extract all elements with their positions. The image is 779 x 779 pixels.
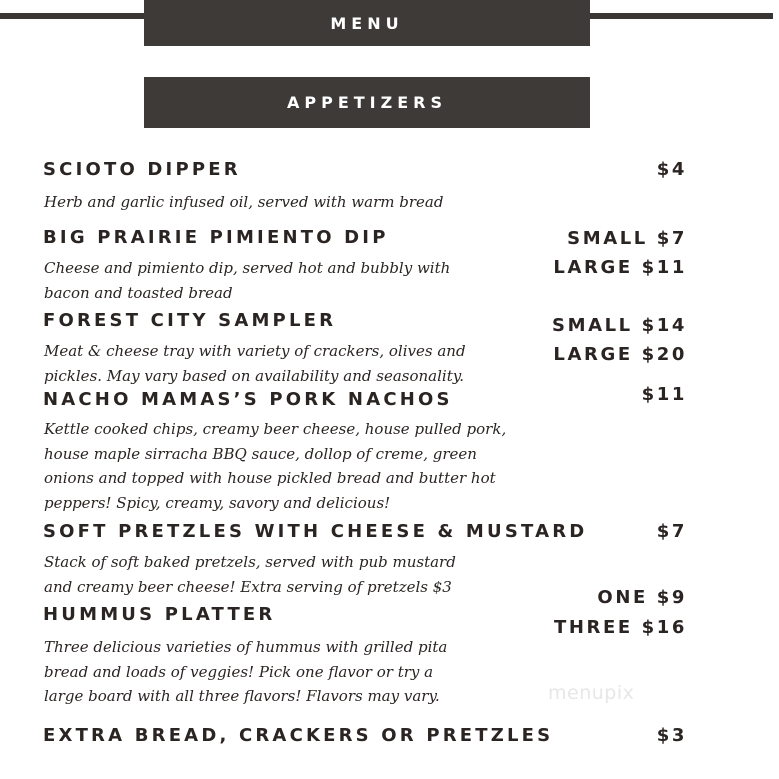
menu-item-price: $3: [656, 725, 687, 746]
menu-item-price: $4: [656, 159, 687, 180]
menu-item-name: NACHO MAMAS’S PORK NACHOS: [43, 389, 453, 410]
menu-item-description: Meat & cheese tray with variety of crackers, olives and pickles. May vary based on availability and seasonality.: [44, 342, 466, 385]
menu-item-description: Herb and garlic infused oil, served with warm bread: [44, 193, 444, 211]
watermark: menupix: [548, 682, 635, 704]
menu-item-name: BIG PRAIRIE PIMIENTO DIP: [43, 227, 389, 248]
header-rule-left: [0, 13, 144, 19]
menu-title-banner: [144, 0, 590, 46]
menu-item-description: Three delicious varieties of hummus with grilled pita bread and loads of veggies! Pick one flavor or try a large board with all three flavors! Flavors may vary.: [44, 638, 448, 705]
header-rule-right: [590, 13, 773, 19]
menu-item-price: ONE $9: [597, 587, 687, 608]
menu-item-price: LARGE $11: [553, 257, 687, 278]
menu-item-description: Stack of soft baked pretzels, served with pub mustard and creamy beer cheese! Extra serving of pretzels $3: [44, 553, 456, 596]
menu-title: MENU: [330, 13, 404, 33]
menu-item-name: FOREST CITY SAMPLER: [43, 310, 337, 331]
menu-item-price: THREE $16: [553, 617, 687, 638]
menu-item-name: EXTRA BREAD, CRACKERS OR PRETZLES: [43, 725, 554, 746]
menu-item-name: HUMMUS PLATTER: [43, 604, 276, 625]
menu-item-price: $7: [656, 521, 687, 542]
menu-item-description: Cheese and pimiento dip, served hot and bubbly with bacon and toasted bread: [44, 259, 451, 302]
menu-item-price: LARGE $20: [553, 344, 687, 365]
menu-item-price: SMALL $14: [552, 315, 687, 336]
section-title-banner: [144, 77, 590, 128]
menu-item-name: SOFT PRETZLES WITH CHEESE & MUSTARD: [43, 521, 588, 542]
menu-item-name: SCIOTO DIPPER: [43, 159, 241, 180]
menu-item-price: SMALL $7: [567, 228, 687, 249]
section-title: APPETIZERS: [286, 93, 447, 112]
menu-item-description: Kettle cooked chips, creamy beer cheese, house pulled pork, house maple sirracha BBQ sauce, dollop of creme, green onions and topped with house pickled bread and butter hot peppers! Spicy, creamy, savory and delicious!: [44, 420, 507, 512]
menu-item-price: $11: [641, 384, 687, 405]
